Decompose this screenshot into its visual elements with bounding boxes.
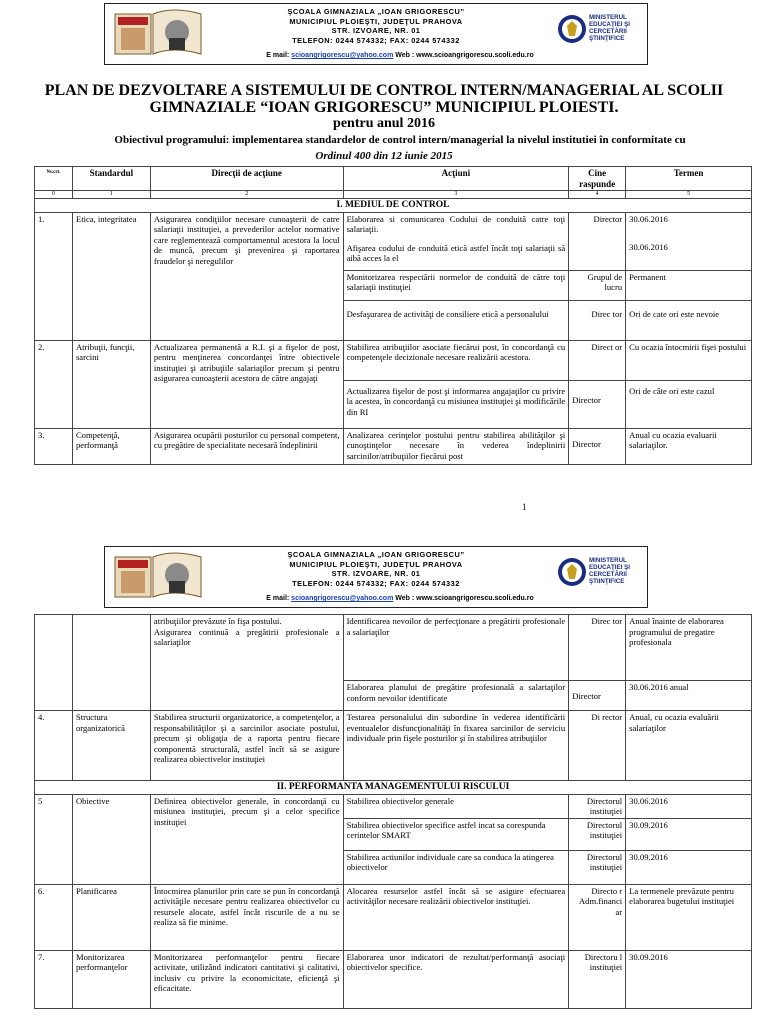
plan-title-year: pentru anul 2016: [333, 116, 435, 131]
table-row: 6. Planificarea Întocmirea planurilor prin care se pun în concordanţă activităţile necesare pentru realizarea obiectivelor cu resursele alocate, astfel încât riscurile de a nu se realiza să fie minime. Alocarea resurselor astfel încât să se asigure efectuarea activităţilor necesare realizării obiectivelor instituţiei. Directo r Adm.financi ar La termenele prevăzute pentru elaborarea bugetului instituţiei: [35, 884, 752, 950]
section-heading: II. PERFORMANTA MANAGEMENTULUI RISCULUI: [35, 781, 752, 795]
romania-crest-icon: [557, 557, 587, 587]
table-row: 5 Obiective Definirea obiectivelor generale, în concordanţă cu misiunea instituţiei, precum şi a celor specifice instituţiei Stabilirea obiectivelor generale Directorul instituţiei 30.06.2016: [35, 794, 752, 818]
school-info: [213, 7, 539, 45]
column-number-row: 0 1 2 3 4 5: [35, 191, 752, 199]
table-row: Stabilirea obiectivelor specifice astfel incat sa corespunda cerintelor SMART Directorul instituţiei 30.09.2016: [35, 818, 752, 850]
table-row: 1. Etica, integritatea Asigurarea condiţiilor necesare cunoaşterii de catre salariaţii instituţiei, a prevederilor actelor normative care reglementează comportamentul acestora la locul de muncă, precum şi prevenirea şi raportarea fraudelor şi neregulilor Elaborarea si comunicarea Codului de conduită catre toţi salariaţii. Afişarea codului de conduită etică astfel încât toţi salariaţii să aibă acces la el Director 30.06.2016 30.06.2016: [35, 212, 752, 270]
letterhead-page2: [104, 546, 648, 608]
page-number: 1: [522, 502, 527, 512]
table-row: Actualizarea fişelor de post şi informarea angajaţilor cu privire la acestea, în concordanţă cu misiunea instituţiei şi modificările din RI Director Ori de câte ori este cazul: [35, 380, 752, 428]
school-name: ŞCOALA GIMNAZIALA „IOAN GRIGORESCU”: [287, 7, 465, 16]
school-logo-icon: [113, 8, 203, 60]
school-city: MUNICIPIUL PLOIEŞTI, JUDEŢUL PRAHOVA: [289, 16, 463, 26]
table-row: 3. Competenţă, performanţă Asigurarea ocupării posturilor cu personal competent, cu pregătire de specialitate necesară îndeplinirii Analizarea cerinţelor postului pentru stabilirea abilităţilor şi cunoştinţelor necesare în vederea îndeplinirii sarcinilor/atribuţiilor fiecărui post Director Anual cu ocazia evaluarii salariaţilor.: [35, 428, 752, 464]
table-row: Desfaşurarea de activităţi de consiliere etică a personalului Direc tor Ori de cate ori este nevoie: [35, 300, 752, 340]
table-row: 4. Structura organizatorică Stabilirea structurii organizatorice, a competenţelor, a responsabilităţilor şi a sarcinilor asociate postului, precum şi obligaţia de a raporta pentru fiecare componentă structurală, astfel încît să se asigure realizarea obiectivelor instituţiei Testarea personalului din subordine în vederea identificării eventualelor disfuncţionalităţi în fixarea sarcinilor de serviciu individuale prin fişele posturilor şi în stabilirea atribuţiilor Di rector Anual, cu ocazia evaluării salariaţilor: [35, 711, 752, 781]
table-header-row: [35, 167, 752, 191]
program-objective: Obiectivul programului: implementarea standardelor de control intern/managerial la nivelul institutiei în conformitate cu: [114, 134, 686, 146]
school-info: ŞCOALA GIMNAZIALA „IOAN GRIGORESCU” MUNICIPIUL PLOIEŞTI, JUDEŢUL PRAHOVA STR. IZVOARE, NR. 01 TELEFON: 0244 574332; FAX: 0244 574332: [287, 550, 465, 588]
table-row: Elaborarea planului de pregătire profesională a salariaţilor conform nevoilor identificate Director 30.06.2016 anual: [35, 681, 752, 711]
table-row: 2. Atribuţii, funcţii, sarcini Actualizarea permanentă a R.I. şi a fişelor de post, pentru menţinerea concordanţei între obiectivele instituţiei şi atribuţiile salariaţilor precum şi pentru asigurarea cunoaşterii acestora de către angajaţi Stabilirea atribuţiilor asociate fiecărui post, în concordanţă cu competenţele decizionale necesare realizării acestora. Direct or Cu ocazia întocmirii fişei postului: [35, 340, 752, 380]
school-street: STR. IZVOARE, NR. 01: [331, 26, 421, 35]
col-standard: Standardul: [72, 167, 150, 191]
ministry-name: MINISTERUL EDUCAŢIEI ŞI CERCETĂRII ŞTIINŢIFICE: [589, 557, 630, 585]
email-link[interactable]: scioangrigorescu@yahoo.com: [291, 595, 394, 602]
table-row: Monitorizarea respectării normelor de conduită de către toţi salariaţii instituţiei Grupul de lucru Permanent: [35, 270, 752, 300]
col-deadline: Termen: [626, 167, 752, 191]
section-heading: I. MEDIUL DE CONTROL: [35, 199, 752, 213]
contact-line: E mail: scioangrigorescu@yahoo.com Web : www.scioangrigorescu.scoli.edu.ro: [266, 595, 534, 602]
school-logo-icon: [113, 551, 203, 603]
plan-title-line2: GIMNAZIALE “IOAN GRIGORESCU” MUNICIPIUL PLOIESTI.: [149, 99, 619, 116]
col-directions: Direcţii de acţiune: [150, 167, 343, 191]
table-row: Stabilirea actiunilor individuale care sa conduca la atingerea obiectivelor Directorul instituţiei 30.09.2016: [35, 850, 752, 884]
plan-table-page1: [34, 166, 752, 465]
table-row: 7. Monitorizarea performanţelor Monitorizarea performanţelor pentru fiecare activitate, utilizând indicatori cantitativi şi calitativi, inclusiv cu privire la economicitate, eficienţă şi eficacitate. Elaborarea unor indicatori de rezultat/performanţă asociaţi obiectivelor specifice. Directoru l instituţiei 30.09.2016: [35, 950, 752, 1008]
web-address: Web : www.scioangrigorescu.scoli.edu.ro: [393, 52, 534, 59]
letterhead: [104, 3, 648, 65]
email-link[interactable]: scioangrigorescu@yahoo.com: [291, 52, 394, 59]
col-actions: Acţiuni: [343, 167, 569, 191]
ministry-name: MINISTERUL EDUCAŢIEI ŞI CERCETĂRII ŞTIINŢIFICE: [589, 14, 630, 42]
program-order: Ordinul 400 din 12 iunie 2015: [315, 150, 453, 162]
school-phone: TELEFON: 0244 574332; FAX: 0244 574332: [292, 35, 460, 45]
plan-title-line1: PLAN DE DEZVOLTARE A SISTEMULUI DE CONTROL INTERN/MANAGERIAL AL SCOLII: [44, 82, 724, 99]
table-row: atribuţiilor prevăzute în fişa postului. Asigurarea continuă a pregătirii profesionale a salariaţilor Identificarea nevoilor de perfecţionare a pregătirii profesionale a salariaţilor Direc tor Anual înainte de elaborarea programului de pregatire profesionala: [35, 615, 752, 681]
romania-crest-icon: [557, 14, 587, 44]
contact-line: E mail: scioangrigorescu@yahoo.com Web : www.scioangrigorescu.scoli.edu.ro: [266, 52, 534, 59]
plan-table-page2: [34, 614, 752, 1009]
col-responsible: Cine raspunde: [569, 167, 626, 191]
col-nr: Nr.crt.: [35, 167, 73, 191]
